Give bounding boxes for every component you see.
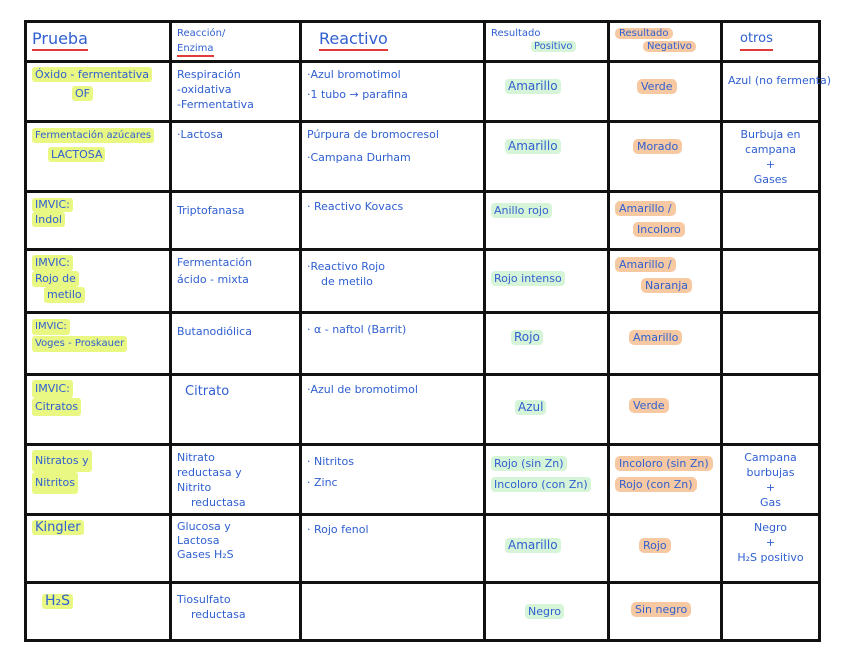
reaccion-line: ácido - mixta (177, 273, 249, 286)
reactivo-cell (301, 250, 485, 313)
prueba-cell (26, 515, 171, 583)
prueba-cell (26, 313, 171, 375)
reactivo-line: ·Azul bromotimol (307, 68, 401, 81)
prueba-line: H₂S (42, 594, 73, 609)
header-negativo-line2: Negativo (643, 41, 696, 52)
header-positivo-line2: Positivo (531, 41, 576, 52)
otros-cell (722, 313, 820, 375)
prueba-cell (26, 250, 171, 313)
reactivo-line: · Rojo fenol (307, 523, 369, 536)
reaccion-line: Citrato (185, 384, 230, 399)
prueba-line: OF (72, 86, 93, 101)
otros-line: Azul (no fermenta) (728, 74, 832, 87)
reaccion-line: reductasa y (177, 466, 242, 479)
positivo-line: Rojo (sin Zn) (491, 456, 567, 471)
positivo-cell (485, 375, 609, 445)
negativo-line: Amarillo / (615, 201, 676, 216)
negativo-cell (609, 250, 722, 313)
negativo-line: Amarillo / (615, 257, 676, 272)
otros-line: + (765, 536, 776, 549)
negativo-value: Verde (637, 79, 677, 94)
otros-line: Gas (760, 496, 781, 509)
positivo-cell (485, 583, 609, 641)
reactivo-line: ·Reactivo Rojo (307, 260, 385, 273)
prueba-cell (26, 583, 171, 641)
table-row (26, 313, 820, 375)
prueba-line: metilo (44, 287, 85, 303)
otros-line: + (765, 481, 776, 494)
positivo-value: Amarillo (505, 79, 561, 94)
negativo-value: Morado (633, 139, 682, 154)
header-row (26, 22, 820, 62)
otros-cell (722, 375, 820, 445)
positivo-value: Rojo intenso (491, 271, 565, 286)
negativo-line: Incoloro (sin Zn) (615, 456, 713, 471)
reaccion-cell (171, 313, 301, 375)
negativo-value: Rojo (639, 538, 671, 553)
prueba-line: Nitritos (32, 472, 78, 494)
header-reaccion-line1: Reacción/ (177, 28, 226, 39)
header-negativo-line1: Resultado (615, 28, 673, 39)
reaccion-cell (171, 583, 301, 641)
prueba-line: Citratos (32, 398, 81, 416)
reaccion-cell (171, 515, 301, 583)
biochemical-tests-table (24, 20, 832, 642)
reactivo-line: ·Azul de bromotimol (307, 383, 418, 396)
negativo-cell (609, 122, 722, 192)
prueba-cell (26, 192, 171, 250)
reactivo-line: · Reactivo Kovacs (307, 200, 404, 213)
positivo-cell (485, 62, 609, 122)
reactivo-line: · Nitritos (307, 455, 354, 468)
otros-line: Negro (754, 521, 787, 534)
reaccion-cell (171, 375, 301, 445)
otros-cell (722, 583, 820, 641)
negativo-cell (609, 445, 722, 515)
handwritten-table-sheet (24, 20, 832, 631)
reaccion-line: reductasa (191, 496, 246, 509)
prueba-line: Kingler (32, 520, 84, 535)
reactivo-cell (301, 122, 485, 192)
negativo-cell (609, 62, 722, 122)
otros-cell (722, 192, 820, 250)
prueba-line: Fermentación azúcares (32, 128, 154, 143)
header-prueba-cell (26, 22, 171, 62)
reactivo-cell (301, 62, 485, 122)
reaccion-line: Fermentación (177, 256, 253, 269)
header-reactivo-cell (301, 22, 485, 62)
header-negativo-cell (609, 22, 722, 62)
positivo-value: Azul (515, 400, 546, 415)
reaccion-line: reductasa (191, 608, 246, 621)
otros-line: campana (745, 143, 796, 156)
header-positivo-line1: Resultado (491, 28, 541, 39)
reaccion-line: Lactosa (177, 534, 220, 547)
reaccion-cell (171, 445, 301, 515)
reactivo-cell (301, 313, 485, 375)
reactivo-line: de metilo (321, 275, 373, 288)
reactivo-cell (301, 515, 485, 583)
prueba-line: Rojo de (32, 271, 79, 287)
positivo-value: Anillo rojo (491, 203, 552, 218)
reactivo-line: · α - naftol (Barrit) (307, 323, 407, 336)
header-reactivo: Reactivo (319, 30, 388, 51)
reaccion-line: Respiración (177, 68, 241, 81)
positivo-line: Incoloro (con Zn) (491, 477, 591, 492)
reactivo-line: ·Campana Durham (307, 151, 411, 164)
header-reaccion-line2: Enzima (177, 42, 214, 57)
otros-cell (722, 62, 832, 122)
prueba-line: Indol (32, 212, 65, 227)
table-row (26, 192, 820, 250)
reaccion-cell (171, 192, 301, 250)
negativo-value: Sin negro (631, 602, 691, 617)
reactivo-cell (301, 445, 485, 515)
positivo-cell (485, 515, 609, 583)
prueba-line: Nitratos y (32, 450, 92, 472)
otros-line: Burbuja en (740, 128, 801, 141)
negativo-line: Incoloro (633, 222, 685, 237)
table-row (26, 583, 820, 641)
positivo-value: Negro (525, 604, 564, 619)
reaccion-line: Glucosa y (177, 520, 231, 533)
prueba-cell (26, 375, 171, 445)
reactivo-cell (301, 375, 485, 445)
reactivo-cell (301, 583, 485, 641)
negativo-cell (609, 515, 722, 583)
negativo-value: Verde (629, 398, 669, 413)
reaccion-line: Gases H₂S (177, 548, 234, 561)
negativo-line: Rojo (con Zn) (615, 477, 697, 492)
negativo-cell (609, 192, 722, 250)
prueba-line: LACTOSA (48, 147, 105, 162)
reaccion-line: Nitrito (177, 481, 212, 494)
reaccion-cell (171, 122, 301, 192)
reaccion-line: -oxidativa (177, 83, 232, 96)
otros-line: + (765, 158, 776, 171)
positivo-value: Amarillo (505, 538, 561, 553)
negativo-cell (609, 375, 722, 445)
positivo-value: Rojo (511, 330, 543, 345)
reaccion-line: Butanodiólica (177, 325, 252, 338)
otros-line: Gases (753, 173, 788, 186)
header-otros-cell (722, 22, 820, 62)
prueba-cell (26, 62, 171, 122)
negativo-cell (609, 313, 722, 375)
otros-line: Campana (744, 451, 797, 464)
reaccion-line: -Fermentativa (177, 98, 254, 111)
otros-cell (722, 122, 820, 192)
prueba-cell (26, 445, 171, 515)
reactivo-line: ·1 tubo → parafina (307, 88, 408, 101)
header-otros: otros (740, 30, 773, 51)
positivo-cell (485, 313, 609, 375)
positivo-cell (485, 192, 609, 250)
table-row (26, 375, 820, 445)
header-positivo-cell (485, 22, 609, 62)
positivo-cell (485, 250, 609, 313)
negativo-cell (609, 583, 722, 641)
positivo-cell (485, 122, 609, 192)
reactivo-line: · Zinc (307, 476, 338, 489)
reaccion-line: Triptofanasa (177, 204, 245, 217)
table-row (26, 515, 820, 583)
table-row (26, 62, 820, 122)
otros-cell (722, 515, 820, 583)
reaccion-line: ·Lactosa (177, 128, 223, 141)
header-prueba: Prueba (32, 30, 88, 51)
otros-cell (722, 250, 820, 313)
negativo-value: Amarillo (629, 330, 682, 345)
reactivo-cell (301, 192, 485, 250)
prueba-line: Voges - Proskauer (32, 336, 127, 352)
table-row (26, 122, 820, 192)
otros-cell (722, 445, 820, 515)
prueba-line: IMVIC: (32, 380, 73, 398)
prueba-line: IMVIC: (32, 255, 73, 271)
prueba-line: IMVIC: (32, 319, 70, 335)
otros-line: burbujas (746, 466, 795, 479)
reaccion-line: Nitrato (177, 451, 215, 464)
reactivo-line: Púrpura de bromocresol (307, 128, 439, 141)
reaccion-cell (171, 62, 301, 122)
header-reaccion-cell (171, 22, 301, 62)
positivo-value: Amarillo (505, 139, 561, 154)
prueba-line: Óxido - fermentativa (32, 67, 152, 82)
reaccion-cell (171, 250, 301, 313)
reaccion-line: Tiosulfato (177, 593, 231, 606)
negativo-line: Naranja (641, 278, 692, 293)
positivo-cell (485, 445, 609, 515)
otros-line: H₂S positivo (737, 551, 804, 564)
table-row (26, 250, 820, 313)
prueba-cell (26, 122, 171, 192)
prueba-line: IMVIC: (32, 198, 73, 212)
table-row (26, 445, 820, 515)
